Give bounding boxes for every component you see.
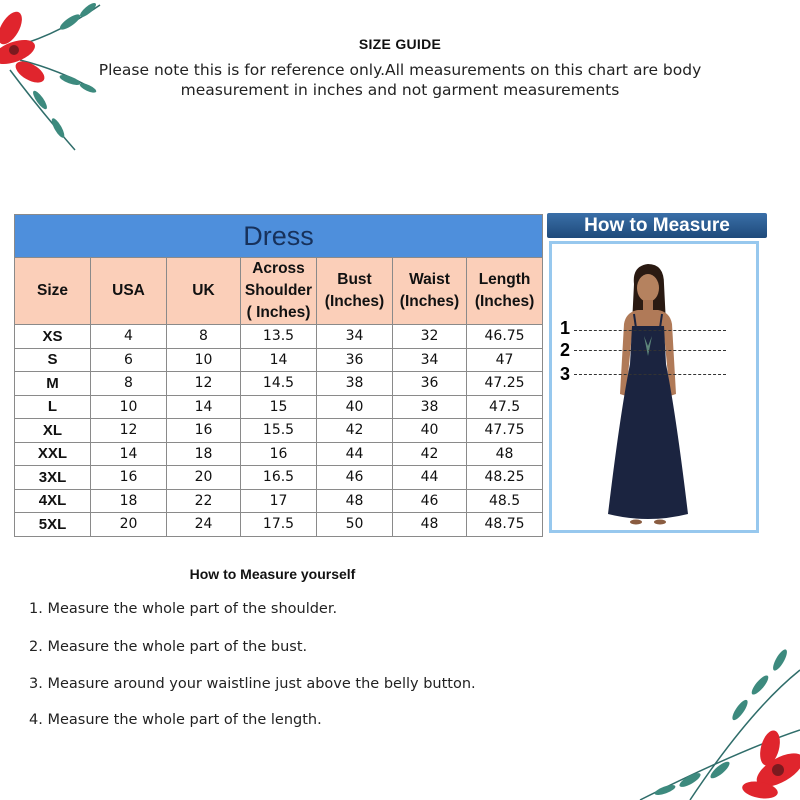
model-image-frame (549, 241, 759, 533)
waist-measure-line (574, 374, 726, 375)
table-row (15, 466, 543, 490)
model-in-dress-image (552, 244, 756, 530)
length-cell: 48 (467, 442, 543, 466)
bust-measure-line (574, 350, 726, 351)
waist-cell: 32 (393, 325, 467, 349)
table-row (15, 395, 543, 419)
length-cell: 47.5 (467, 395, 543, 419)
shoulder-cell: 17 (241, 489, 317, 513)
usa-cell: 16 (91, 466, 167, 490)
column-header-length: Length (Inches) (467, 258, 543, 325)
bust-cell: 46 (317, 466, 393, 490)
instructions-title: How to Measure yourself (189, 566, 356, 582)
size-cell: 4XL (15, 489, 91, 513)
shoulder-measure-line (574, 330, 726, 331)
size-cell: L (15, 395, 91, 419)
measure-marker-1: 1 (560, 318, 571, 338)
reference-note: Please note this is for reference only.All measurements on this chart are body measurement in inches and not garment measurements (98, 61, 702, 99)
shoulder-cell: 16 (241, 442, 317, 466)
uk-cell: 10 (167, 348, 241, 372)
instruction-item: 2. Measure the whole part of the bust. (29, 639, 308, 655)
instruction-item: 4. Measure the whole part of the length. (29, 712, 322, 728)
waist-cell: 46 (393, 489, 467, 513)
size-chart-table (14, 214, 543, 537)
table-row (15, 419, 543, 443)
waist-cell: 44 (393, 466, 467, 490)
column-header-size: Size (15, 258, 91, 325)
column-header-uk: UK (167, 258, 241, 325)
table-row (15, 325, 543, 349)
table-header-row (15, 258, 543, 325)
usa-cell: 4 (91, 325, 167, 349)
length-cell: 47 (467, 348, 543, 372)
shoulder-cell: 17.5 (241, 513, 317, 537)
usa-cell: 10 (91, 395, 167, 419)
page-title: SIZE GUIDE (358, 36, 442, 52)
floral-decoration-bottom-right (630, 630, 800, 800)
uk-cell: 22 (167, 489, 241, 513)
table-row (15, 489, 543, 513)
bust-cell: 44 (317, 442, 393, 466)
table-row (15, 348, 543, 372)
length-cell: 48.25 (467, 466, 543, 490)
uk-cell: 24 (167, 513, 241, 537)
usa-cell: 8 (91, 372, 167, 396)
bust-cell: 42 (317, 419, 393, 443)
size-cell: M (15, 372, 91, 396)
shoulder-cell: 14.5 (241, 372, 317, 396)
measure-marker-2: 2 (560, 340, 571, 360)
shoulder-cell: 13.5 (241, 325, 317, 349)
table-row (15, 442, 543, 466)
size-guide-header (0, 36, 800, 100)
waist-cell: 48 (393, 513, 467, 537)
bust-cell: 34 (317, 325, 393, 349)
uk-cell: 12 (167, 372, 241, 396)
bust-cell: 38 (317, 372, 393, 396)
uk-cell: 18 (167, 442, 241, 466)
shoulder-cell: 15 (241, 395, 317, 419)
size-cell: XXL (15, 442, 91, 466)
length-cell: 48.75 (467, 513, 543, 537)
instruction-item: 1. Measure the whole part of the shoulder. (29, 601, 338, 617)
size-cell: XS (15, 325, 91, 349)
column-header-across-shoulder: Across Shoulder ( Inches) (241, 258, 317, 325)
usa-cell: 12 (91, 419, 167, 443)
waist-cell: 36 (393, 372, 467, 396)
waist-cell: 34 (393, 348, 467, 372)
uk-cell: 16 (167, 419, 241, 443)
table-row (15, 372, 543, 396)
length-cell: 48.5 (467, 489, 543, 513)
bust-cell: 36 (317, 348, 393, 372)
table-title: Dress (15, 215, 543, 258)
waist-cell: 40 (393, 419, 467, 443)
bust-cell: 40 (317, 395, 393, 419)
shoulder-cell: 14 (241, 348, 317, 372)
waist-cell: 38 (393, 395, 467, 419)
usa-cell: 6 (91, 348, 167, 372)
instruction-item: 3. Measure around your waistline just above the belly button. (29, 676, 476, 692)
usa-cell: 20 (91, 513, 167, 537)
length-cell: 47.25 (467, 372, 543, 396)
bust-cell: 50 (317, 513, 393, 537)
length-cell: 46.75 (467, 325, 543, 349)
uk-cell: 8 (167, 325, 241, 349)
how-to-measure-banner: How to Measure (547, 213, 767, 238)
column-header-waist: Waist (Inches) (393, 258, 467, 325)
shoulder-cell: 16.5 (241, 466, 317, 490)
column-header-bust: Bust (Inches) (317, 258, 393, 325)
measure-marker-3: 3 (560, 364, 571, 384)
size-cell: 3XL (15, 466, 91, 490)
shoulder-cell: 15.5 (241, 419, 317, 443)
column-header-usa: USA (91, 258, 167, 325)
table-row (15, 513, 543, 537)
usa-cell: 14 (91, 442, 167, 466)
bust-cell: 48 (317, 489, 393, 513)
size-cell: S (15, 348, 91, 372)
usa-cell: 18 (91, 489, 167, 513)
size-cell: 5XL (15, 513, 91, 537)
uk-cell: 20 (167, 466, 241, 490)
size-cell: XL (15, 419, 91, 443)
waist-cell: 42 (393, 442, 467, 466)
length-cell: 47.75 (467, 419, 543, 443)
uk-cell: 14 (167, 395, 241, 419)
